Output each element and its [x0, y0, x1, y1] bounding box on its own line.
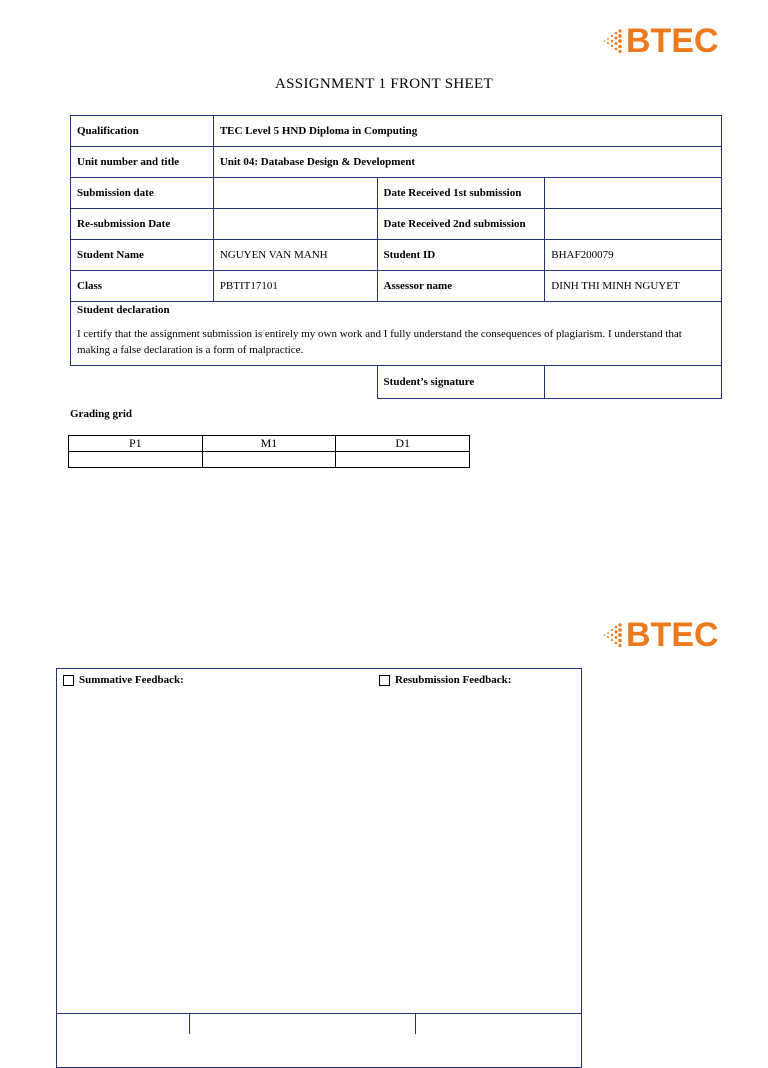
grade-header-d1: D1 — [336, 436, 470, 452]
qualification-label: Qualification — [71, 116, 214, 147]
signature-field[interactable] — [545, 366, 722, 399]
unit-value: Unit 04: Database Design & Development — [213, 147, 721, 178]
declaration-title: Student declaration — [77, 304, 170, 316]
divider — [415, 1014, 416, 1034]
summative-feedback[interactable] — [63, 674, 184, 686]
divider — [189, 1014, 190, 1034]
assessor-value[interactable]: DINH THI MINH NGUYET — [545, 271, 722, 302]
grade-value-m1[interactable] — [202, 452, 336, 468]
grading-header-row — [69, 436, 470, 452]
submission-date-label: Submission date — [71, 178, 214, 209]
btec-logo — [602, 618, 719, 652]
declaration-text: I certify that the assignment submission is entirely my own work and I fully understand the consequences of plagiarism. I understand that making a false declaration is a form of malpractice. — [77, 328, 682, 356]
front-sheet-table — [70, 115, 722, 399]
class-value[interactable]: PBTIT17101 — [213, 271, 377, 302]
date-received-1-label: Date Received 1st submission — [377, 178, 545, 209]
btec-logo-text: BTEC — [626, 22, 719, 60]
btec-logo-text: BTEC — [626, 616, 719, 654]
table-row — [71, 116, 722, 147]
dots-icon — [602, 622, 624, 648]
page-title: ASSIGNMENT 1 FRONT SHEET — [275, 76, 493, 92]
declaration-row — [71, 302, 722, 366]
feedback-box — [56, 668, 582, 1068]
table-row — [71, 271, 722, 302]
date-received-1-field[interactable] — [545, 178, 722, 209]
blank-cell — [71, 366, 378, 399]
table-row — [71, 209, 722, 240]
table-row — [71, 366, 722, 399]
student-name-value[interactable]: NGUYEN VAN MANH — [213, 240, 377, 271]
btec-logo — [602, 24, 719, 58]
grade-value-d1[interactable] — [336, 452, 470, 468]
resubmission-feedback[interactable] — [379, 674, 511, 686]
grade-header-m1: M1 — [202, 436, 336, 452]
dots-icon — [602, 28, 624, 54]
resubmission-feedback-label: Resubmission Feedback: — [395, 674, 512, 686]
resubmission-date-label: Re-submission Date — [71, 209, 214, 240]
table-row — [71, 178, 722, 209]
checkbox-icon[interactable] — [379, 675, 390, 686]
resubmission-date-field[interactable] — [213, 209, 377, 240]
date-received-2-label: Date Received 2nd submission — [377, 209, 545, 240]
student-name-label: Student Name — [71, 240, 214, 271]
grade-value-p1[interactable] — [69, 452, 203, 468]
date-received-2-field[interactable] — [545, 209, 722, 240]
class-label: Class — [71, 271, 214, 302]
grading-grid — [68, 435, 470, 468]
grade-header-p1: P1 — [69, 436, 203, 452]
assessor-label: Assessor name — [377, 271, 545, 302]
summative-feedback-label: Summative Feedback: — [79, 674, 184, 686]
grading-value-row — [69, 452, 470, 468]
checkbox-icon[interactable] — [63, 675, 74, 686]
submission-date-field[interactable] — [213, 178, 377, 209]
table-row — [71, 240, 722, 271]
unit-label: Unit number and title — [71, 147, 214, 178]
student-id-value[interactable]: BHAF200079 — [545, 240, 722, 271]
table-row — [71, 147, 722, 178]
grading-grid-label: Grading grid — [70, 408, 133, 420]
student-id-label: Student ID — [377, 240, 545, 271]
signature-label: Student’s signature — [377, 366, 545, 399]
qualification-value: TEC Level 5 HND Diploma in Computing — [213, 116, 721, 147]
